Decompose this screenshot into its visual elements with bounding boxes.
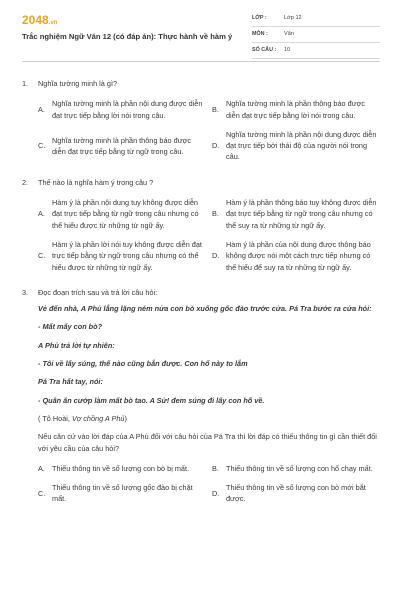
meta-row-grade [252,13,380,27]
question-heading [22,78,380,89]
option-text: Thiếu thông tin về số lượng gốc đào bị chặt mất. [52,483,193,504]
page-header [0,0,400,60]
answer-option-d[interactable] [212,239,380,273]
option-letter: C. [38,488,46,498]
option-letter: A. [38,209,45,219]
question-prompt: Nếu căn cứ vào lời đáp của A Phủ đối với câu hỏi của Pá Tra thì lời đáp có thiếu thông tin gì cần thiết đối với yêu cầu của câu hỏi? [38,432,377,453]
answer-options [22,463,380,505]
option-letter: B. [212,104,219,114]
passage-line: - Tôi về lấy súng, thế nào cũng bắn được. Con hổ này to lắm [38,359,248,369]
answer-option-d[interactable] [212,482,380,505]
passage-line: - Quân ăn cướp làm mất bò tao. A Sử! đem súng đi lấy con hổ về. [38,395,265,405]
option-letter: A. [38,104,45,114]
question-number: 1. [22,79,29,88]
meta-label: MÔN : [252,31,268,37]
answer-option-a[interactable] [38,98,206,121]
option-text: Thiếu thông tin về số lượng con hổ chạy mất. [226,463,373,473]
meta-row-question-count [252,45,380,59]
option-letter: D. [212,141,220,151]
option-text: Hàm ý là phần của nội dung được thông báo không được nói một cách trực tiếp nhưng có thể hiểu để suy ra từ những từ ngữ ấy. [226,239,371,272]
option-letter: D. [212,488,220,498]
reading-passage [22,303,380,454]
answer-option-b[interactable] [212,98,380,121]
question-number: 3. [22,287,29,297]
question-text: Nghĩa tường minh là gì? [38,79,118,88]
question-text: Thế nào là nghĩa hàm ý trong câu ? [38,177,154,187]
meta-label: LỚP : [252,15,267,21]
option-text: Hàm ý là phần nội dung tuy không được diễn đạt trực tiếp bằng từ ngữ trong câu nhưng có thể hiểu được từ những từ ngữ ấy. [52,198,199,230]
option-letter: D. [212,251,220,261]
meta-value: Lớp 12 [284,15,302,21]
site-logo[interactable] [22,14,57,26]
option-text: Hàm ý là phần lời nói tuy không được diễn đạt trực tiếp bằng từ ngữ trong câu nhưng có thể hiểu được từ những từ ngữ ấy. [52,239,202,272]
passage-line: - Mất mấy con bò? [38,322,103,332]
question-3 [22,287,380,505]
page-title: Trắc nghiệm Ngữ Văn 12 (có đáp án): Thực hành về hàm ý [22,32,233,41]
passage-line: Vẻ đến nhà, A Phủ lẳng lặng ném nửa con bò xuống gốc đào trước cửa. Pá Tra bước ra cửa hỏi: [38,304,372,314]
option-text: Nghĩa tường minh là phần nội dung được diễn đạt trực tiếp bằng lời nói trong câu. [52,99,203,120]
option-text: Thiếu thông tin về số lượng con bò mới bắt được. [226,483,366,504]
meta-value: Văn [284,31,294,37]
option-letter: B. [212,209,219,219]
question-number: 2. [22,177,29,187]
header-divider [22,61,380,62]
meta-value: 10 [284,47,291,53]
quiz-meta [252,13,380,61]
meta-row-subject [252,29,380,43]
passage-source [38,413,380,424]
source-author: ( Tô Hoài, [38,413,72,423]
passage-line: Pá Tra hất tay, nói: [38,377,103,387]
option-letter: C. [38,251,46,261]
answer-option-c[interactable] [38,482,206,505]
logo-text: 2048 [22,13,49,27]
answer-option-d[interactable] [212,129,380,163]
question-1 [22,78,380,163]
question-2 [22,177,380,273]
answer-options [22,197,380,273]
answer-option-b[interactable] [212,463,380,474]
option-text: Hàm ý là phần thông báo tuy không được diễn đạt trực tiếp bằng từ ngữ trong câu nhưng có thể suy ra từ những từ ngữ ấy. [226,198,377,230]
option-letter: A. [38,463,45,473]
option-text: Nghĩa tường minh là phần thông báo được diễn đạt trực tiếp bằng lời nói trong câu. [226,99,366,120]
source-close: ) [124,413,127,423]
answer-option-c[interactable] [38,129,206,163]
answer-option-b[interactable] [212,197,380,231]
question-list [22,78,380,519]
option-text: Nghĩa tường minh là phần thông báo được diễn đạt trực tiếp bằng từ ngữ trong câu. [52,135,192,156]
question-heading [22,287,380,298]
question-heading [22,177,380,188]
answer-options [22,98,380,162]
logo-domain: .vn [48,20,58,26]
option-text: Thiếu thông tin về số lượng con bò bị mất. [52,463,190,473]
question-text: Đọc đoạn trích sau và trả lời câu hỏi: [38,287,158,297]
source-work: Vợ chồng A Phủ [71,413,125,423]
answer-option-a[interactable] [38,197,206,231]
answer-option-a[interactable] [38,463,206,474]
option-letter: B. [212,463,219,473]
answer-option-c[interactable] [38,239,206,273]
option-text: Nghĩa tường minh là phần nội dung được diễn đạt trực tiếp bởi thái độ của người nói trong câu. [226,129,377,162]
passage-line: A Phủ trả lời tự nhiên: [38,340,115,350]
option-letter: C. [38,141,46,151]
meta-label: SỐ CÂU : [252,47,277,53]
